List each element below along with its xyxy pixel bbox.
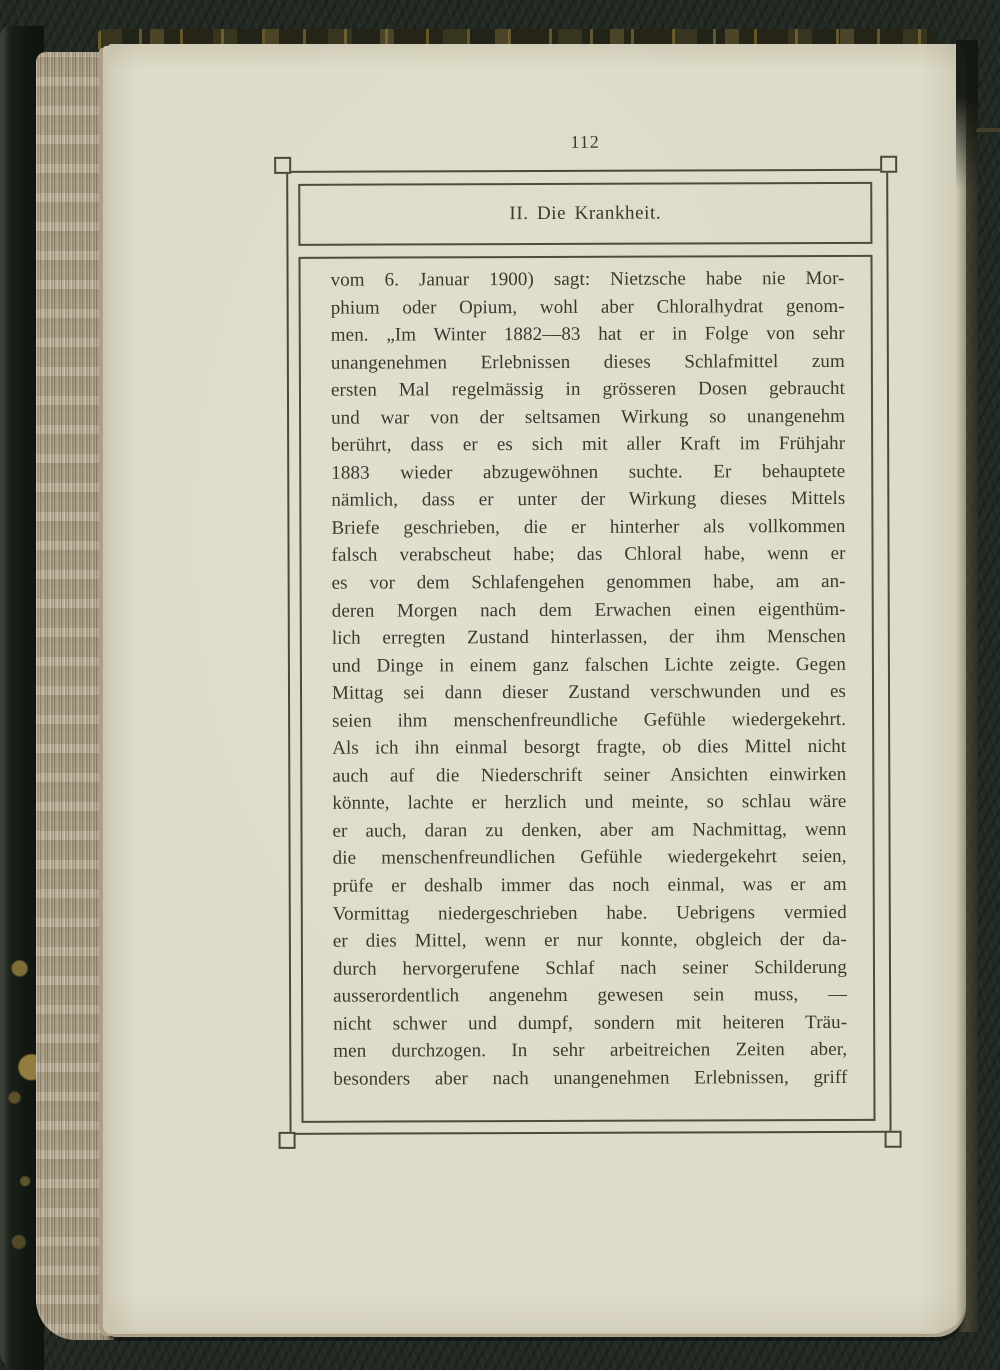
frame-corner-square (885, 1131, 902, 1148)
text-line: phium oder Opium, wohl aber Chloralhydrat genom- (330, 295, 845, 319)
book-page (108, 44, 966, 1332)
text-line: vom 6. Januar 1900) sagt: Nietzsche habe nie Mor- (330, 267, 845, 291)
text-line: und Dinge in einem ganz falschen Lichte zeigte. Gegen (331, 653, 846, 677)
text-line: er auch, daran zu denken, aber am Nachmittag, wenn (332, 818, 847, 842)
printed-content (106, 43, 968, 1334)
text-line: es vor dem Schlafengehen genommen habe, am an- (331, 570, 846, 594)
text-line: nämlich, dass er unter der Wirkung dieses Mittels (331, 488, 846, 512)
text-line: durch hervorgerufene Schlaf nach seiner Schilderung (332, 956, 848, 980)
text-line: deren Morgen nach dem Erwachen einen eigenthüm- (331, 598, 846, 622)
frame-corner-square (279, 1132, 296, 1149)
frame-corner-square (880, 156, 897, 173)
text-line: 1883 wieder abzugewöhnen suchte. Er behauptete (331, 460, 846, 484)
text-line: prüfe er deshalb immer das noch einmal, was er am (332, 873, 847, 897)
page-edge-stack (36, 52, 114, 1340)
text-line: ersten Mal regelmässig in grösseren Dosen gebraucht (330, 378, 845, 401)
text-line: besonders aber nach unangenehmen Erlebnissen, griff (333, 1066, 848, 1090)
text-line: könnte, lachte er herzlich und meinte, so schlau wäre (332, 791, 847, 815)
page-number: 112 (570, 131, 600, 152)
text-line: falsch verabscheut habe; das Chloral habe, wenn er (331, 543, 846, 567)
text-line: unangenehmen Erlebnissen dieses Schlafmittel zum (330, 350, 845, 374)
text-line: Mittag sei dann dieser Zustand verschwunden und es (331, 681, 847, 704)
chapter-heading: II. Die Krankheit. (509, 202, 662, 225)
chapter-heading-box (298, 182, 872, 246)
text-line: men durchzogen. In sehr arbeitreichen Zeiten aber, (333, 1039, 848, 1063)
text-line: er dies Mittel, wenn er nur konnte, obgleich der da- (332, 929, 847, 952)
body-text (331, 265, 848, 1093)
text-line: Briefe geschrieben, die er hinterher als vollkommen (331, 515, 846, 539)
text-line: die menschenfreundlichen Gefühle wiedergekehrt seien, (332, 846, 847, 870)
text-line: seien ihm menschenfreundliche Gefühle wiedergekehrt. (332, 708, 847, 732)
frame-corner-square (274, 157, 291, 174)
text-line: und war von der seltsamen Wirkung so unangenehm (331, 405, 846, 429)
text-line: berührt, dass er es sich mit aller Kraft im Frühjahr (331, 433, 846, 456)
text-line: Vormittag niedergeschrieben habe. Uebrigens vermied (332, 901, 847, 925)
text-line: lich erregten Zustand hinterlassen, der ihm Menschen (331, 626, 846, 649)
text-line: nicht schwer und dumpf, sondern mit heiteren Träu- (333, 1011, 848, 1035)
text-line: men. „Im Winter 1882—83 hat er in Folge von sehr (330, 323, 845, 346)
text-line: auch auf die Niederschrift seiner Ansichten einwirken (332, 763, 847, 787)
facing-page-sliver (976, 128, 1000, 1326)
text-line: ausserordentlich angenehm gewesen sein muss, — (333, 984, 848, 1007)
gutter-shadow (956, 40, 978, 1332)
text-line: Als ich ihn einmal besorgt fragte, ob dies Mittel nicht (332, 736, 847, 760)
